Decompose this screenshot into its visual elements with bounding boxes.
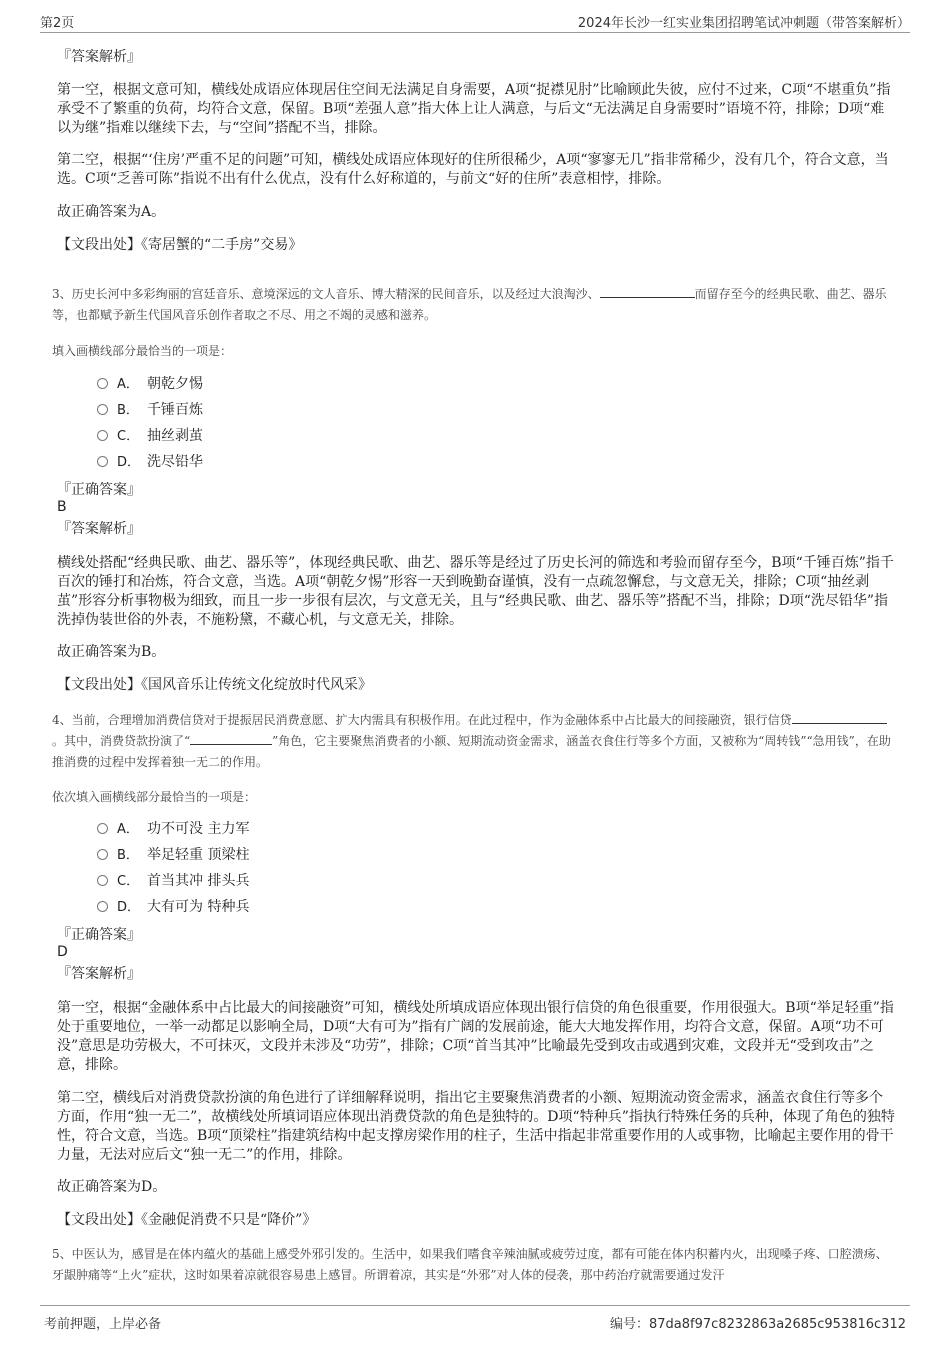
q4-correct-answer: D	[57, 944, 68, 960]
fill-blank	[190, 732, 272, 745]
radio-icon[interactable]	[97, 430, 108, 441]
q3-conclusion: 故正确答案为B。	[57, 644, 166, 660]
q3-analysis: 横线处搭配“经典民歌、曲艺、器乐等”，体现经典民歌、曲艺、器乐等是经过了历史长河的筛选和考验而留存至今，B项“千锤百炼”指千百次的锤打和冶炼，符合文意，当选。A项“朝乾夕惕”形容一天到晚勤奋谨慎，没有一点疏忽懈怠，与文意无关，排除；C项“抽丝剥茧”形容分析事物极为细致，而且一步一步很有层次，与文意无关，且与“经典民歌、曲艺、器乐等”搭配不当，排除；D项“洗尽铅华”指洗掉伪装世俗的外表，不施粉黛，不藏心机，与文意无关，排除。	[57, 555, 894, 628]
document-id: 编号：87da8f97c8232863a2685c953816c312	[610, 1317, 906, 1332]
q4-option-c[interactable]: C． 首当其冲 排头兵	[97, 872, 249, 890]
q4-prompt: 依次填入画横线部分最恰当的一项是：	[52, 790, 257, 804]
radio-icon[interactable]	[97, 849, 108, 860]
q4-analysis-label: 『答案解析』	[57, 966, 141, 982]
q4-analysis-para1: 第一空，根据“金融体系中占比最大的间接融资”可知，横线处所填成语应体现出银行信贷的角色很重要，作用很强大。B项“举足轻重”指处于重要地位，一举一动都足以影响全局，D项“大有可为”指有广阔的发展前途，能大大地发挥作用，均符合文意，保留。A项“功不可没”意思是功劳极大，不可抹灭，文段并未涉及“功劳”，排除；C项“首当其冲”比喻最先受到攻击或遇到灾难，文段并无“受到攻击”之意，排除。	[57, 1000, 894, 1073]
document-title: 2024年长沙一红实业集团招聘笔试冲刺题（带答案解析）	[577, 16, 910, 31]
fill-blank	[600, 285, 695, 298]
q2-analysis-para2: 第二空，根据“‘住房’严重不足的问题”可知，横线处成语应体现好的住所很稀少，A项“寥寥无几”指非常稀少，没有几个，符合文意，当选。C项“乏善可陈”指说不出有什么优点，没有什么好称道的，与前文“好的住所”表意相悖，排除。	[57, 152, 889, 187]
q3-correct-answer: B	[57, 499, 67, 515]
q3-prompt: 填入画横线部分最恰当的一项是：	[52, 344, 233, 358]
q5-stem: 5、中医认为，感冒是在体内蕴火的基础上感受外邪引发的。生活中，如果我们嗜食辛辣油腻或疲劳过度，都有可能在体内积蓄内火，出现嗓子疼、口腔溃疡、牙龈肿痛等“上火”症状，这时如果着凉就很容易患上感冒。所谓着凉，其实是“外邪”对人体的侵袭，那中药治疗就需要通过发汗	[52, 1247, 888, 1282]
q3-stem: 3、历史长河中多彩绚丽的宫廷音乐、意境深远的文人音乐、博大精深的民间音乐，以及经过大浪淘沙、 而留存至今的经典民歌、曲艺、器乐等，也都赋予新生代国风音乐创作者取之不尽、用之不竭的灵感和滋养。	[52, 287, 887, 322]
q3-correct-label: 『正确答案』	[57, 482, 141, 498]
q4-source: 【文段出处】《金融促消费不只是“降价”》	[57, 1212, 317, 1228]
q3-option-b[interactable]: B． 千锤百炼	[97, 401, 203, 419]
q4-correct-label: 『正确答案』	[57, 927, 141, 943]
fill-blank	[792, 711, 887, 724]
q2-analysis-para1: 第一空，根据文意可知，横线处成语应体现居住空间无法满足自身需要，A项“捉襟见肘”比喻顾此失彼，应付不过来，C项“不堪重负”指承受不了繁重的负荷，均符合文意，保留。B项“差强人意”指大体上让人满意，与后文“无法满足自身需要时”语境不符，排除；D项“难以为继”指难以继续下去，与“空间”搭配不当，排除。	[57, 82, 891, 136]
q4-option-d[interactable]: D． 大有可为 特种兵	[97, 898, 249, 916]
q3-option-a[interactable]: A． 朝乾夕惕	[97, 375, 203, 393]
q3-analysis-label: 『答案解析』	[57, 521, 141, 537]
q2-source: 【文段出处】《寄居蟹的“二手房”交易》	[57, 237, 303, 253]
page-number: 第2页	[40, 16, 75, 31]
page-header	[40, 8, 910, 33]
q4-option-a[interactable]: A． 功不可没 主力军	[97, 820, 249, 838]
radio-icon[interactable]	[97, 901, 108, 912]
radio-icon[interactable]	[97, 378, 108, 389]
q2-analysis-label: 『答案解析』	[57, 49, 141, 65]
radio-icon[interactable]	[97, 823, 108, 834]
q4-analysis-para2: 第二空，横线后对消费贷款扮演的角色进行了详细解释说明，指出它主要聚焦消费者的小额、短期流动资金需求，涵盖衣食住行等多个方面，作用“独一无二”，故横线处所填词语应体现出消费贷款的角色是独特的。D项“特种兵”指执行特殊任务的兵种，体现了角色的独特性，符合文意，当选。B项“顶梁柱”指建筑结构中起支撑房梁作用的柱子，生活中指起非常重要作用的人或事物，比喻起主要作用的骨干力量，无法对应后文“独一无二”的作用，排除。	[57, 1090, 895, 1163]
radio-icon[interactable]	[97, 456, 108, 467]
q4-option-b[interactable]: B． 举足轻重 顶梁柱	[97, 846, 249, 864]
q3-source: 【文段出处】《国风音乐让传统文化绽放时代风采》	[57, 677, 372, 693]
q2-conclusion: 故正确答案为A。	[57, 204, 166, 220]
radio-icon[interactable]	[97, 875, 108, 886]
q3-option-c[interactable]: C． 抽丝剥茧	[97, 427, 203, 445]
q4-stem: 4、当前，合理增加消费信贷对于提振居民消费意愿、扩大内需具有积极作用。在此过程中，作为金融体系中占比最大的间接融资，银行信贷。其中，消费贷款扮演了“ ”角色，它主要聚焦消费者的小额、短期流动资金需求，涵盖衣食住行等多个方面，又被称为“周转钱”“急用钱”，在助推消费的过程中发挥着独一无二的作用。	[52, 713, 891, 769]
page-footer	[40, 1305, 910, 1334]
radio-icon[interactable]	[97, 404, 108, 415]
q4-conclusion: 故正确答案为D。	[57, 1179, 167, 1195]
q3-option-d[interactable]: D． 洗尽铅华	[97, 453, 203, 471]
footer-slogan: 考前押题，上岸必备	[44, 1317, 162, 1332]
